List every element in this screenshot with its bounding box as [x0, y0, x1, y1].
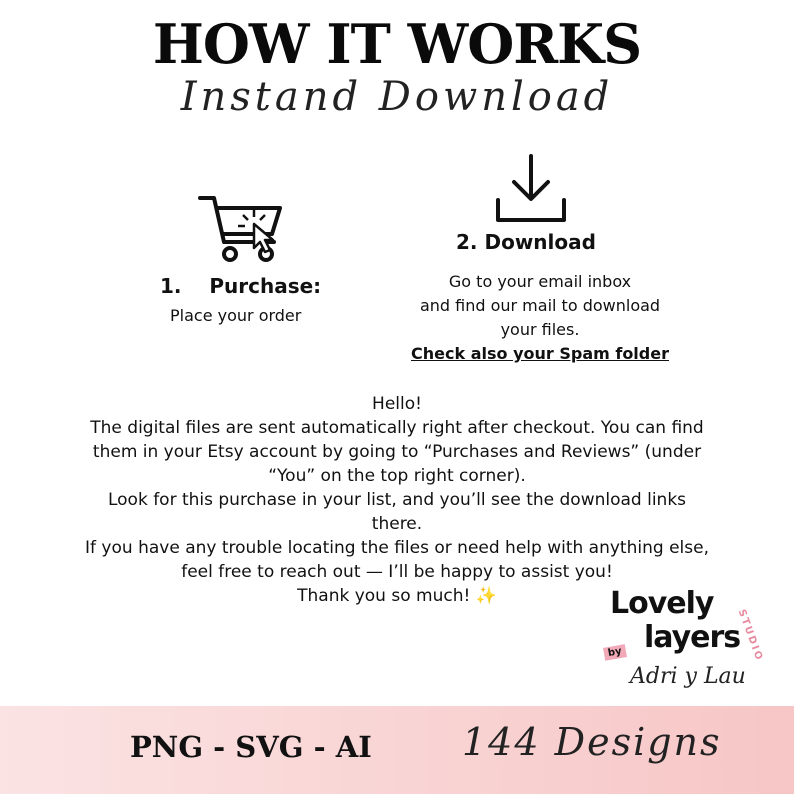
logo-by-tag: by: [603, 644, 627, 661]
message-line: If you have any trouble locating the files or need help with anything else,: [85, 538, 709, 558]
step-download-line: and find our mail to download: [419, 296, 661, 315]
step-download-line: Go to your email inbox: [448, 272, 632, 291]
message-line: The digital files are sent automatically right after checkout. You can find: [90, 418, 704, 438]
step-purchase-description: Place your order: [170, 306, 302, 325]
logo-signature: Adri y Lau: [630, 664, 746, 689]
step-download-description: [390, 270, 690, 366]
message-line: feel free to reach out — I’ll be happy to assist you!: [181, 562, 613, 582]
logo-line-layers: layers: [644, 620, 741, 655]
spam-folder-note: Check also your Spam folder: [411, 344, 669, 363]
message-line: Hello!: [372, 394, 422, 414]
message-line: them in your Etsy account by going to “Purchases and Reviews” (under: [92, 442, 702, 462]
logo-studio-label: STUDIO: [735, 608, 765, 664]
step-purchase-title: 1. Purchase:: [160, 274, 322, 298]
step-download-line: your files.: [500, 320, 580, 339]
shopping-cart-icon: [196, 190, 288, 270]
logo-line-lovely: Lovely: [610, 586, 714, 621]
step-download-title: 2. Download: [456, 230, 596, 254]
page-subtitle: Instand Download: [180, 74, 614, 120]
page-title: HOW IT WORKS: [152, 12, 642, 76]
message-line: “You” on the top right corner).: [268, 466, 526, 486]
brand-logo: [600, 586, 770, 696]
message-body: [70, 392, 724, 608]
message-line: Look for this purchase in your list, and you’ll see the download links: [107, 490, 687, 510]
download-icon: [494, 152, 568, 224]
design-count: 144 Designs: [462, 720, 722, 764]
message-line: Thank you so much! ✨: [297, 586, 497, 606]
file-formats: PNG - SVG - AI: [130, 730, 372, 764]
message-line: there.: [371, 514, 423, 534]
